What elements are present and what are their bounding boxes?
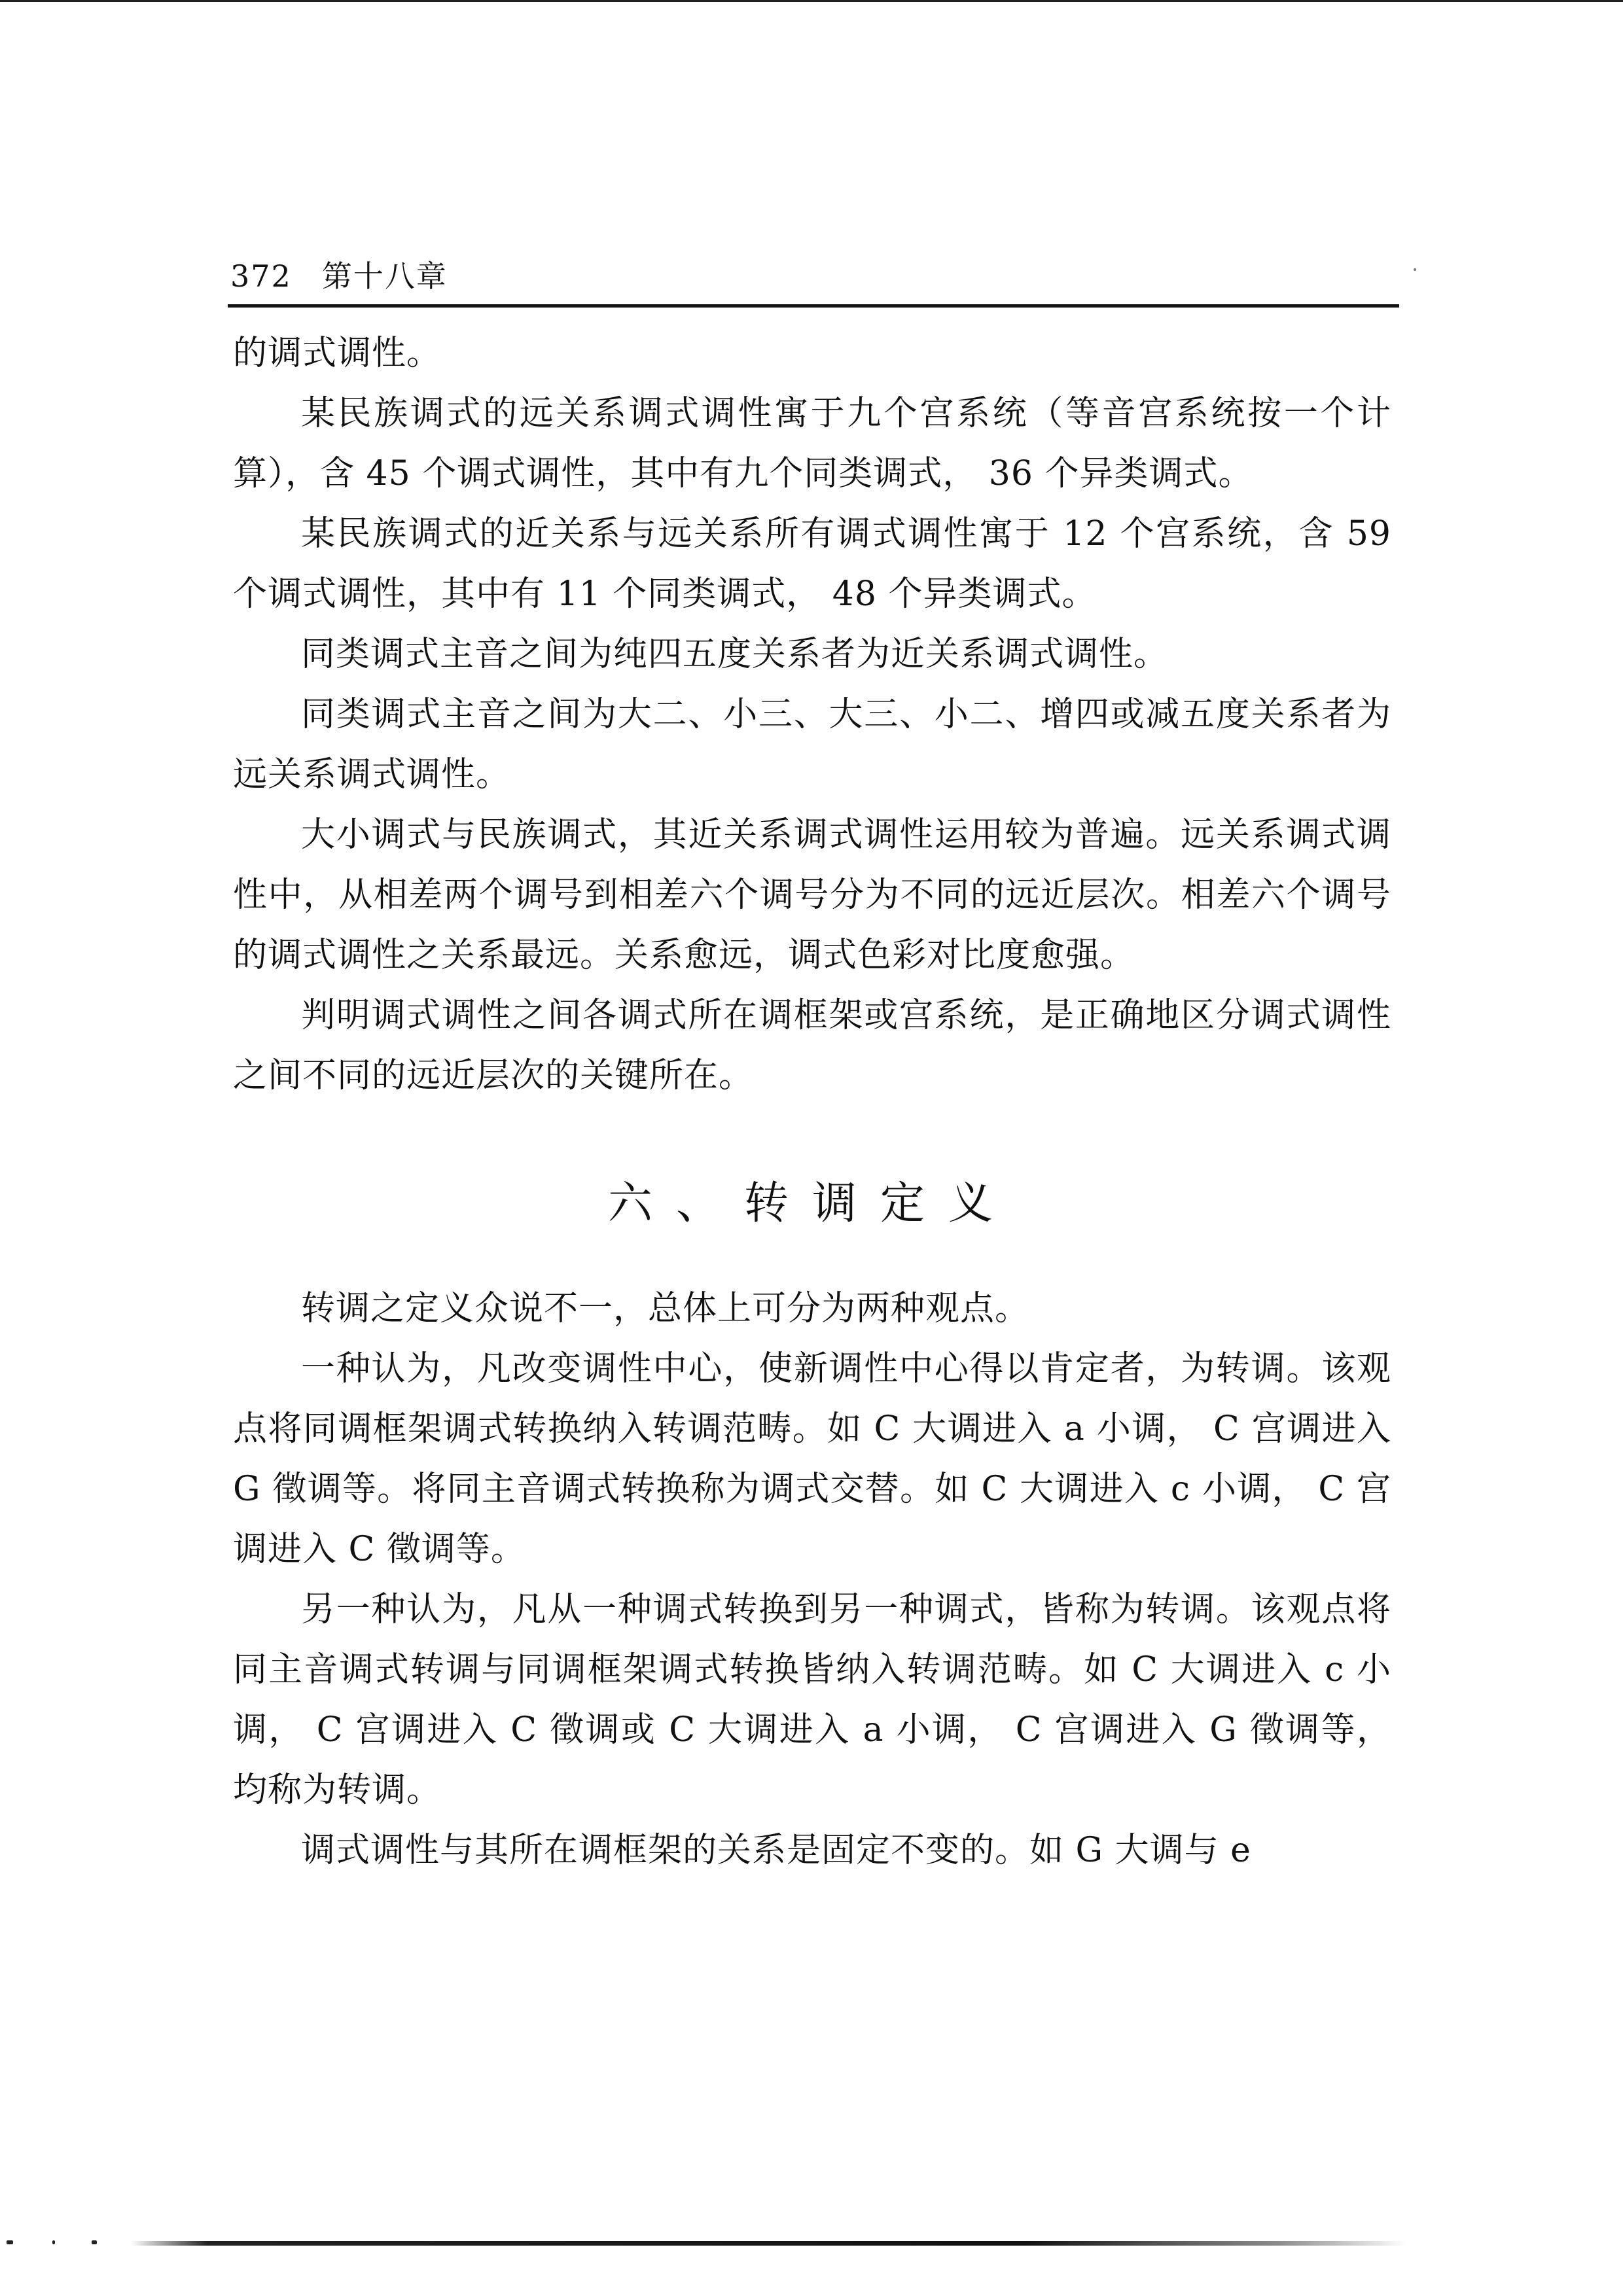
running-head [230,256,448,296]
header-rule [228,304,1399,308]
section-paragraph: 调式调性与其所在调框架的关系是固定不变的。如 G 大调与 e [301,1831,1251,1870]
page-number: 372 [230,258,292,294]
section-paragraph: 另一种认为，凡从一种调式转换到另一种调式，皆称为转调。该观点将同主音调式转调与同调框架调式转换皆纳入转调范畴。如 C 大调进入 c 小调， C 宫调进入 C 徵调或 C 大调进入 a 小调， C 宫调进入 G 徵调等，均称为转调。 [233,1590,1391,1810]
paragraph: 某民族调式的远关系调式调性寓于九个宫系统（等音宫系统按一个计算），含 45 个调式调性，其中有九个同类调式， 36 个异类调式。 [233,394,1391,493]
section-paragraph: 转调之定义众说不一，总体上可分为两种观点。 [301,1289,1030,1328]
paragraph-continued: 的调式调性。 [233,334,442,373]
paragraph: 判明调式调性之间各调式所在调框架或宫系统，是正确地区分调式调性之间不同的远近层次的关键所在。 [233,996,1391,1095]
paragraph: 大小调式与民族调式，其近关系调式调性运用较为普遍。远关系调式调性中，从相差两个调号到相差六个调号分为不同的远近层次。相差六个调号的调式调性之关系最远。关系愈远，调式色彩对比度愈强。 [233,815,1391,975]
paragraph: 同类调式主音之间为纯四五度关系者为近关系调式调性。 [301,635,1169,674]
chapter-title: 第十八章 [321,258,448,294]
scan-speck [1414,268,1416,271]
scan-specks [7,2236,137,2250]
page-top-border [0,0,1623,2]
paragraph: 同类调式主音之间为大二、小三、大三、小二、增四或减五度关系者为远关系调式调性。 [233,695,1391,794]
paragraph: 某民族调式的近关系与远关系所有调式调性寓于 12 个宫系统，含 59 个调式调性，其中有 11 个同类调式， 48 个异类调式。 [233,514,1391,614]
body-text [233,323,1391,1881]
footer-rule [131,2241,1407,2246]
section-paragraph: 一种认为，凡改变调性中心，使新调性中心得以肯定者，为转调。该观点将同调框架调式转换纳入转调范畴。如 C 大调进入 a 小调， C 宫调进入 G 徵调等。将同主音调式转换称为调式交替。如 C 大调进入 c 小调， C 宫调进入 C 徵调等。 [233,1349,1391,1569]
section-heading: 六、转调定义 [607,1178,1016,1229]
